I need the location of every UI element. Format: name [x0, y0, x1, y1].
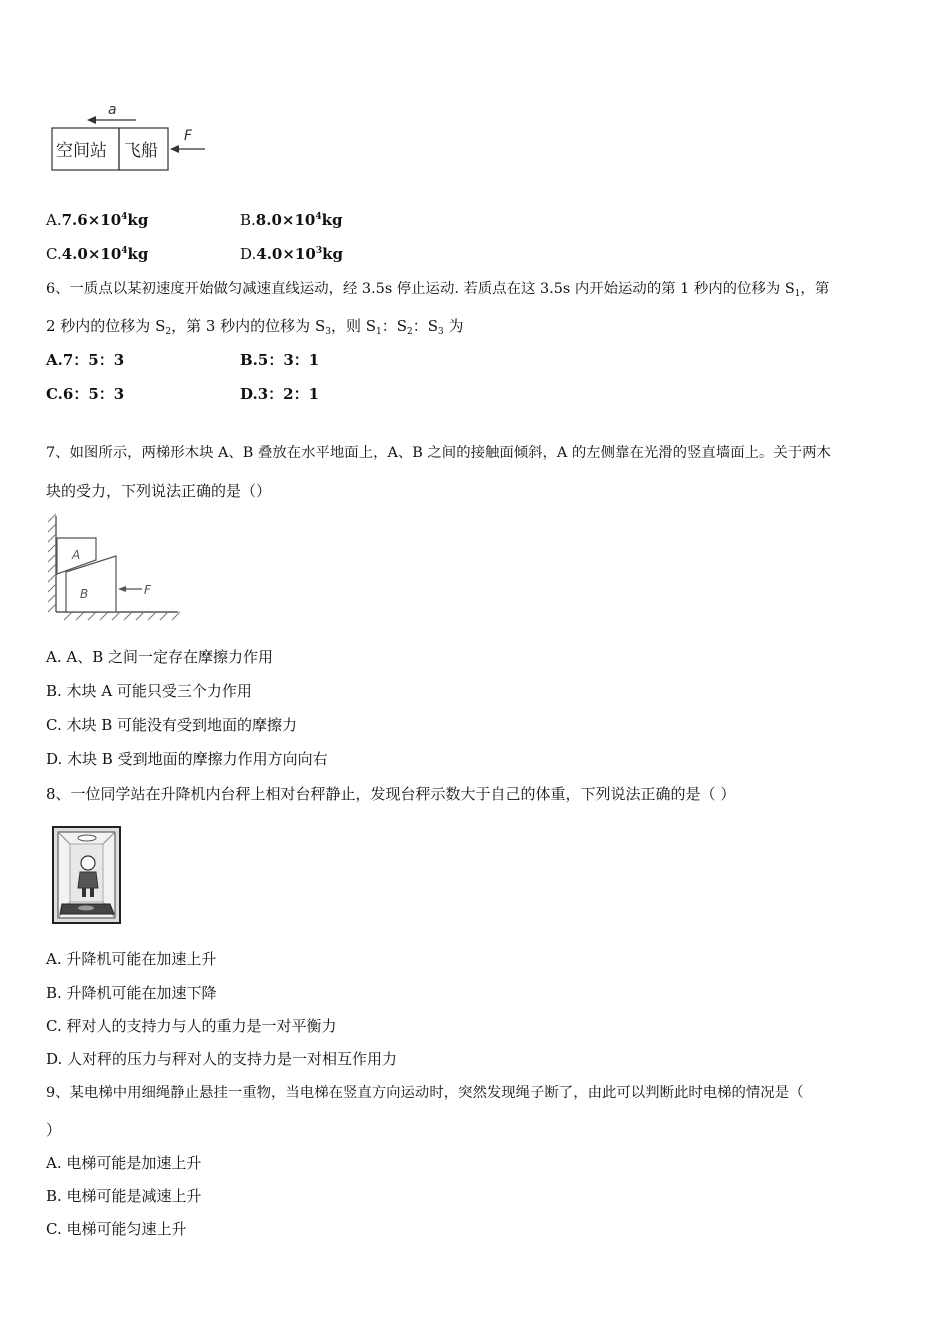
q9-option-c[interactable]: C. 电梯可能匀速上升 [46, 1220, 187, 1238]
q7-option-a[interactable]: A. A、B 之间一定存在摩擦力作用 [46, 648, 273, 666]
q8-stem: 8、一位同学站在升降机内台秤上相对台秤静止，发现台秤示数大于自己的体重，下列说法正确的是（ ） [46, 785, 736, 803]
q5-option-a[interactable]: $A.7.6\times 10^4kg$ [46, 211, 149, 229]
q5-option-c[interactable]: $C.4.0\times 10^4kg$ [46, 245, 149, 263]
ship-label: 飞船 [124, 141, 158, 161]
q7-stem-line-1: 7、如图所示，两梯形木块 A、B 叠放在水平地面上，A、B 之间的接触面倾斜，A 的左侧靠在光滑的竖直墙面上。关于两木 [46, 445, 831, 461]
elevator-figure [52, 826, 122, 924]
q9-option-b[interactable]: B. 电梯可能是减速上升 [46, 1187, 202, 1205]
force-label-q7: F [144, 583, 151, 597]
q6-stem-line-2: 2 秒内的位移为 $S_2$，第 3 秒内的位移为 $S_3$，则 $S_1$：$S_2$：$S_3$ 为 [46, 317, 464, 337]
q8-option-a[interactable]: A. 升降机可能在加速上升 [46, 950, 217, 968]
q6-option-a[interactable]: A.7：5：3 [46, 351, 125, 369]
q9-stem-line-2: ） [46, 1121, 62, 1139]
q6-option-d[interactable]: D.3：2：1 [240, 385, 320, 403]
accel-label: a [108, 102, 117, 118]
q9-stem-line-1: 9、某电梯中用细绳静止悬挂一重物，当电梯在竖直方向运动时，突然发现绳子断了，由此可以判断此时电梯的情况是（ [46, 1085, 804, 1101]
q7-stem-line-2: 块的受力，下列说法正确的是（） [46, 482, 272, 500]
q7-option-d[interactable]: D. 木块 B 受到地面的摩擦力作用方向向右 [46, 750, 328, 768]
blocks-wall-figure [44, 512, 184, 622]
station-ship-figure [48, 98, 218, 178]
force-label: F [184, 128, 193, 144]
q5-option-d[interactable]: $D.4.0\times 10^3kg$ [240, 245, 343, 263]
q7-option-b[interactable]: B. 木块 A 可能只受三个力作用 [46, 682, 252, 700]
q6-option-b[interactable]: B.5：3：1 [240, 351, 320, 369]
person-body [78, 872, 98, 888]
q6-option-c[interactable]: C.6：5：3 [46, 385, 125, 403]
q8-option-d[interactable]: D. 人对秤的压力与秤对人的支持力是一对相互作用力 [46, 1050, 398, 1068]
q7-option-c[interactable]: C. 木块 B 可能没有受到地面的摩擦力 [46, 716, 298, 734]
person-head [81, 856, 95, 870]
station-label: 空间站 [56, 141, 107, 161]
q8-option-c[interactable]: C. 秤对人的支持力与人的重力是一对平衡力 [46, 1017, 337, 1035]
q6-stem-line-1: 6、一质点以某初速度开始做匀减速直线运动，经 3.5s 停止运动. 若质点在这 3.5s 内开始运动的第 1 秒内的位移为 $S_1$，第 [46, 281, 830, 299]
block-b-label: B [80, 587, 89, 601]
q9-option-a[interactable]: A. 电梯可能是加速上升 [46, 1154, 202, 1172]
q8-option-b[interactable]: B. 升降机可能在加速下降 [46, 984, 217, 1002]
block-a-label: A [72, 548, 81, 562]
q5-option-b[interactable]: $B.8.0\times 10^4kg$ [240, 211, 343, 229]
